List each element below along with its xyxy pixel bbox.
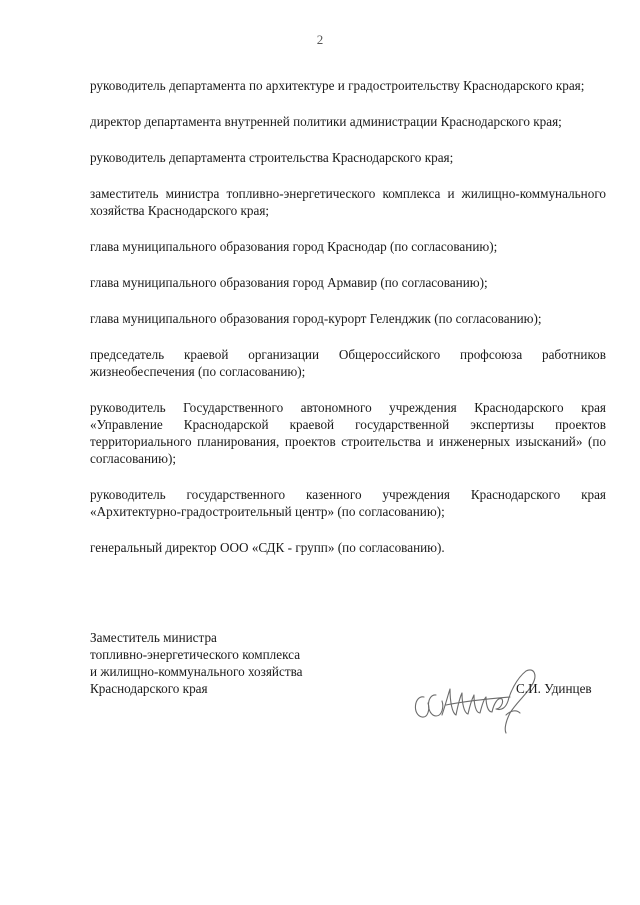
list-item: глава муниципального образования город Краснодар (по согласованию);	[90, 239, 498, 254]
signatory-position-line: Заместитель министра	[90, 630, 217, 645]
list-item: заместитель министра топливно-энергетического комплекса и жилищно-коммунального хозяйства Краснодарского края;	[90, 186, 606, 218]
signatory-position	[90, 629, 390, 697]
list-item: руководитель департамента по архитектуре и градостроительству Краснодарского края;	[90, 78, 585, 93]
list-item: председатель краевой организации Общероссийского профсоюза работников жизнеобеспечения (по согласованию);	[90, 347, 606, 379]
list-item: глава муниципального образования город Армавир (по согласованию);	[90, 275, 488, 290]
page-number: 2	[316, 32, 324, 47]
list-item: руководитель Государственного автономного учреждения Краснодарского края «Управление Краснодарской краевой государственной экспертизы проектов территориального планирования, проектов строительства и инженерных изысканий» (по согласованию);	[90, 400, 606, 466]
list-item: руководитель государственного казенного учреждения Краснодарского края «Архитектурно-градостроительный центр» (по согласованию);	[90, 487, 606, 519]
list-item: генеральный директор ООО «СДК - групп» (по согласованию).	[90, 540, 445, 555]
list-item: директор департамента внутренней политики администрации Краснодарского края;	[90, 114, 562, 129]
signatory-name: С.И. Удинцев	[516, 681, 592, 696]
signatory-position-line: топливно-энергетического комплекса	[90, 647, 301, 662]
list-item: глава муниципального образования город-курорт Геленджик (по согласованию);	[90, 311, 542, 326]
handwritten-signature	[406, 657, 556, 737]
list-item: руководитель департамента строительства Краснодарского края;	[90, 150, 454, 165]
signatory-position-line: и жилищно-коммунального хозяйства	[90, 664, 303, 679]
signature-block	[90, 629, 610, 729]
signatory-position-line: Краснодарского края	[90, 681, 208, 696]
members-list	[90, 77, 606, 575]
